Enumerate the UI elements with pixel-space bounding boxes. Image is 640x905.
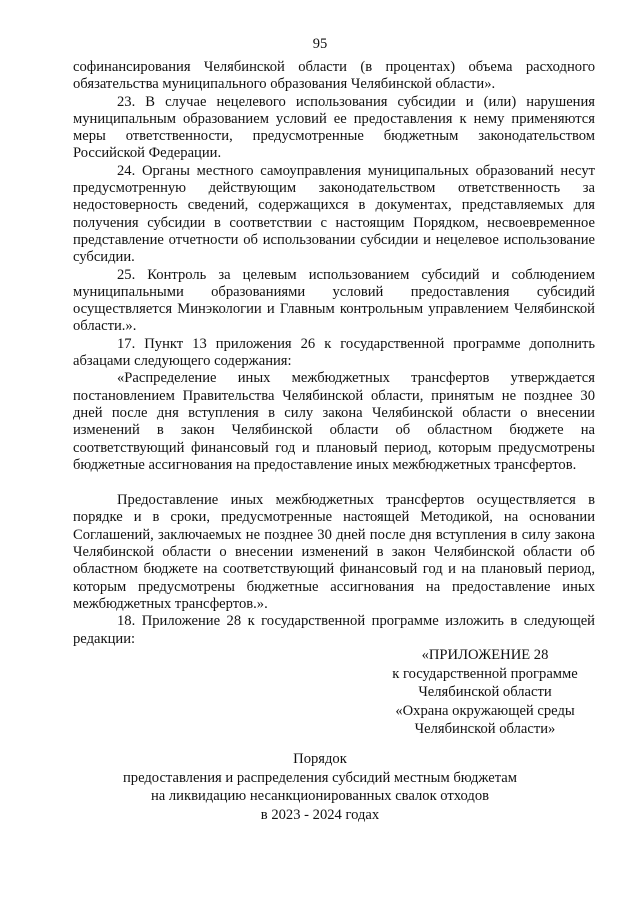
appendix-line: «Охрана окружающей среды — [395, 702, 575, 719]
appendix-line: Челябинской области» — [414, 721, 556, 737]
appendix-line: к государственной программе — [392, 665, 578, 682]
paragraph-quote-provision: Предоставление иных межбюджетных трансфертов осуществляется в порядке и в сроки, предусмотренные настоящей Методикой, на основании Соглашений, заключаемых не позднее 30 дней после дня вступления в силу закона Челябинской области о внесении изменений в закон Челябинской области об областном бюджете на соответствующий финансовый год и на плановый период, которым предусмотрены бюджетные ассигнования на предоставление иных межбюджетных трансфертов.». — [73, 492, 595, 612]
title-line: в 2023 - 2024 годах — [260, 806, 380, 823]
paragraph-quote-distribution: «Распределение иных межбюджетных трансфертов утверждается постановлением Правительства Челябинской области, принятым не позднее 30 дней после дня вступления в силу закона Челябинской области о внесении изменений в закон Челябинской области об областном бюджете на соответствующий финансовый год и плановый период, которым предусмотрены бюджетные ассигнования на предоставление иных межбюджетных трансфертов. — [73, 370, 595, 473]
appendix-line: Челябинской области — [418, 684, 552, 700]
paragraph-item-25: 25. Контроль за целевым использованием субсидий и соблюдением муниципальными образованиями условий предоставления субсидий осуществляется Минэкологии и Главным контрольным управлением Челябинской области.». — [73, 266, 595, 335]
paragraph-item-18: 18. Приложение 28 к государственной программе изложить в следующей редакции: — [73, 613, 595, 647]
title-line: Порядок — [293, 751, 347, 767]
document-title — [0, 750, 640, 824]
title-line: на ликвидацию несанкционированных свалок отходов — [150, 788, 490, 804]
paragraph-continuation: софинансирования Челябинской области (в процентах) объема расходного обязательства муниципального образования Челябинской области». — [73, 59, 595, 93]
appendix-line: «ПРИЛОЖЕНИЕ 28 — [421, 647, 549, 663]
title-line: предоставления и распределения субсидий местным бюджетам — [122, 769, 518, 786]
paragraph-item-23: 23. В случае нецелевого использования субсидии и (или) нарушения муниципальным образованием условий ее предоставления к нему применяются меры ответственности, предусмотренные бюджетным законодательством Российской Федерации. — [73, 93, 595, 162]
paragraph-item-17: 17. Пункт 13 приложения 26 к государственной программе дополнить абзацами следующего содержания: — [73, 335, 595, 370]
appendix-header — [340, 646, 630, 739]
page-number: 95 — [312, 36, 328, 52]
paragraph-item-24: 24. Органы местного самоуправления муниципальных образований несут предусмотренную действующим законодательством ответственность за недостоверность сведений, содержащихся в документах, представляемых для получения субсидии в соответствии с настоящим Порядком, несвоевременное представление отчетности об использовании субсидии и нецелевое использование субсидии. — [73, 162, 595, 266]
document-body — [73, 59, 595, 648]
